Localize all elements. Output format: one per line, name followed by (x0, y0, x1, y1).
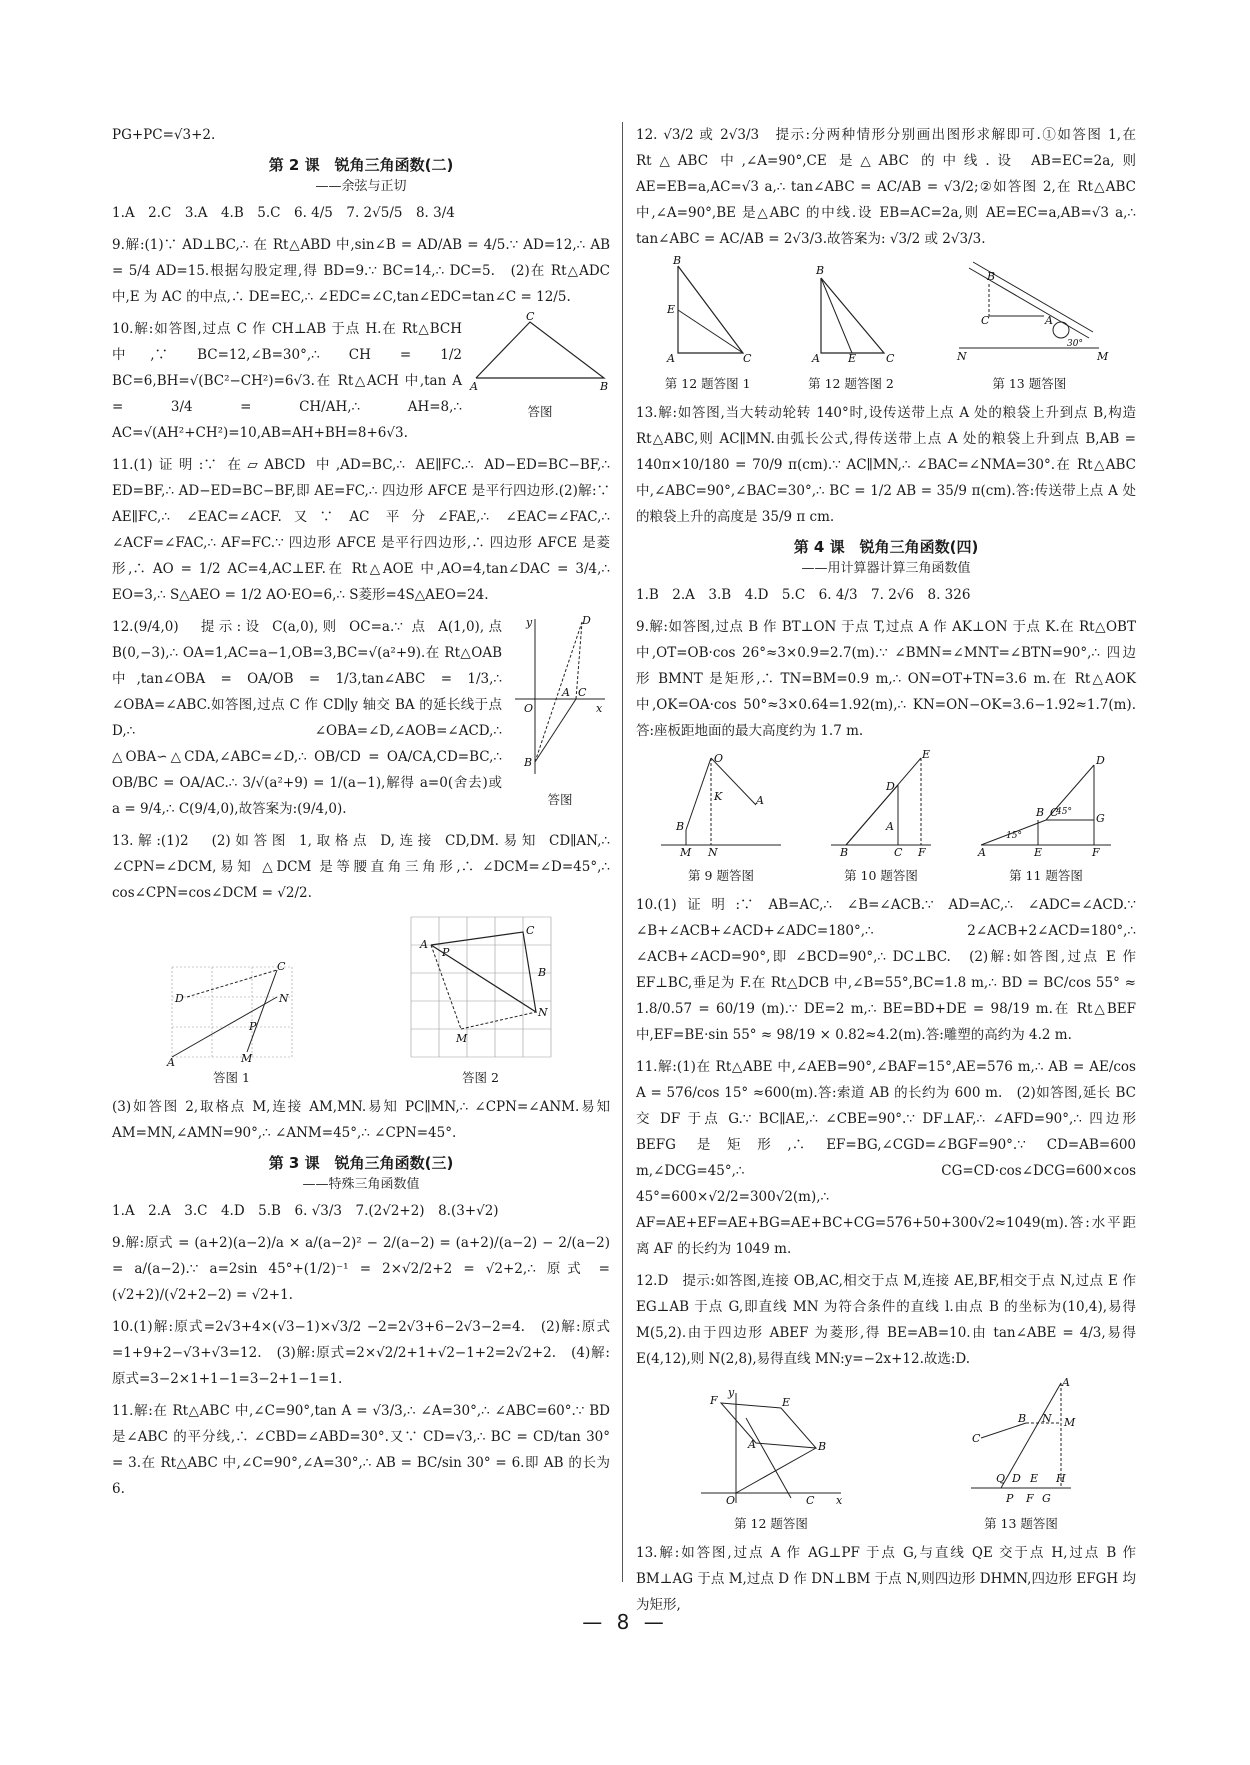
svg-text:H: H (1056, 1472, 1066, 1485)
svg-text:D: D (174, 992, 184, 1005)
svg-text:N: N (278, 992, 289, 1005)
svg-text:C: C (972, 1432, 981, 1445)
figure-caption: 第 9 题答图 (688, 868, 754, 883)
sculpture-diagram (826, 750, 936, 860)
q12-figure-1 (663, 254, 753, 392)
tower-diagram (966, 1378, 1076, 1508)
lesson-2-answers: 1.A 2.C 3.A 4.B 5.C 6. 4/5 7. 2√5/5 8. 3/4 (112, 205, 455, 221)
svg-text:y: y (526, 616, 533, 629)
svg-text:M: M (680, 846, 692, 859)
svg-text:N: N (537, 1006, 548, 1019)
svg-text:G: G (1096, 812, 1105, 825)
lesson-4-title: 第 4 课 锐角三角函数(四) (793, 538, 979, 556)
svg-text:B: B (672, 254, 681, 267)
svg-text:D: D (1012, 1472, 1021, 1485)
svg-text:D: D (1096, 754, 1105, 767)
svg-text:M: M (240, 1052, 252, 1065)
svg-text:A: A (666, 352, 675, 365)
right-column (636, 122, 1136, 1624)
svg-text:O: O (726, 1494, 736, 1507)
svg-text:F: F (918, 846, 926, 859)
q13-figure-1 (167, 962, 297, 1086)
lesson-4-q11: 11.解:(1)在 Rt△ABE 中,∠AEB=90°,∠BAF=15°,AE=576 m,∴ AB = AE/cos A = 576/cos 15° ≈600(m).答:索道 AB 的长约为 600 m. (2)如答图,延长 BC 交 DF 于点 G.∵ BC∥AE,∴ ∠CBE=90°.∵ DF⊥AF,∴ ∠AFD=90°,∴ 四边形 BEFG 是矩形,∴ EF=BG,∠CGD=∠BGF=90°.∵ CD=AB=600 m,∠DCG=45°,∴ CG=CD·cos∠DCG=600×cos 45°=600×√2/2=300√2(m),∴ AF=AE+EF=AE+BG=AE+BC+CG=576+50+300√2≈1049(m).答:水平距离 AF 的长约为 1049 m. (636, 1059, 1136, 1257)
svg-text:P: P (248, 1020, 256, 1033)
left-column (112, 122, 610, 1508)
svg-text:N: N (708, 846, 718, 859)
lesson-2-q13: 13.解:(1)2 (2)如答图 1,取格点 D,连接 CD,DM.易知 CD∥AN,∴ ∠CPN=∠DCM,易知 △DCM 是等腰直角三角形,∴ ∠DCM=∠D=45°,∴ cos∠CPN=cos∠DCM = √2/2. (112, 833, 610, 901)
lesson-2-q12: 12.(9/4,0) 提示:设 C(a,0),则 OC=a.∵ 点 A(1,0),点 B(0,−3),∴ OA=1,AC=a−1,OB=3,BC=√(a²+9).在 Rt△OAB 中,tan∠OBA = OA/OB = 1/3,tan∠ABC = 1/3,∴ ∠OBA=∠ABC.如答图,过点 C 作 CD∥y 轴交 BA 的延长线于点 D,∴ ∠OBA=∠D,∠AOB=∠ACD,∴ △OBA∽△CDA,∠ABC=∠D,∴ OB/CD = OA/CA,CD=BC,∴ OB/BC = OA/AC.∴ 3/√(a²+9) = 1/(a−1),解得 a=0(舍去)或 a = 9/4,∴ C(9/4,0),故答案为:(9/4,0). (112, 619, 502, 817)
svg-text:B: B (537, 966, 546, 979)
svg-text:M: M (1064, 1416, 1076, 1429)
lesson-3-q12: 12. √3/2 或 2√3/3 提示:分两种情形分别画出图形求解即可.①如答图 1,在 Rt△ABC 中,∠A=90°,CE 是△ABC 的中线.设 AB=EC=2a,则 AE=EB=a,AC=√3 a,∴ tan∠ABC = AC/AB = √3/2;②如答图 2,在 Rt△ABC 中,∠A=90°,BE 是△ABC 的中线.设 EB=AC=2a,则 AE=EC=a,AB=√3 a,∴ tan∠ABC = AC/AB = 2√3/3.故答案为: √3/2 或 2√3/3. (636, 127, 1136, 247)
q13-lesson4-figure (966, 1378, 1076, 1532)
lesson-4-q12: 12.D 提示:如答图,连接 OB,AC,相交于点 M,连接 AE,BF,相交于点 N,过点 E 作 EG⊥AB 于点 G,即直线 MN 为符合条件的直线 l.由点 B 的坐标为(10,4),易得 M(5,2).由于四边形 ABEF 为菱形,得 BE=AB=10.由 tan∠ABE = 4/3,易得 E(4,12),则 N(2,8),易得直线 MN:y=−2x+12.故选:D. (636, 1273, 1136, 1367)
svg-text:P: P (1006, 1492, 1014, 1505)
figure-caption: 第 13 题答图 (984, 1516, 1058, 1531)
svg-text:A: A (562, 686, 570, 699)
svg-text:M: M (1097, 350, 1109, 363)
lesson-4-answers: 1.B 2.A 3.B 4.D 5.C 6. 4/3 7. 2√6 8. 326 (636, 587, 971, 603)
svg-text:Q: Q (996, 1472, 1006, 1485)
figure-caption: 第 12 题答图 (734, 1516, 808, 1531)
svg-text:30°: 30° (1067, 339, 1084, 349)
svg-text:C: C (742, 352, 752, 365)
q12-lesson4-figure (696, 1388, 846, 1532)
q12-figure-2 (806, 258, 896, 392)
svg-text:A: A (748, 1438, 756, 1451)
svg-text:C: C (1050, 806, 1059, 819)
svg-text:C: C (894, 846, 903, 859)
svg-text:B: B (840, 846, 849, 859)
q12-figure (510, 614, 610, 808)
lesson-3-subtitle: ——特殊三角函数值 (302, 1177, 420, 1192)
svg-text:A: A (166, 1056, 175, 1069)
q9-figure (656, 750, 786, 884)
svg-text:15°: 15° (1006, 831, 1022, 841)
q12-q13-figures (636, 254, 1136, 392)
svg-text:x: x (836, 1494, 843, 1507)
svg-text:E: E (1034, 846, 1043, 859)
svg-text:E: E (782, 1396, 791, 1409)
lesson-2-q13-part3: (3)如答图 2,取格点 M,连接 AM,MN.易知 PC∥MN,∴ ∠CPN=∠ANM.易知 AM=MN,∠AMN=90°,∴ ∠ANM=45°,∴ ∠CPN=45°. (112, 1099, 610, 1141)
svg-text:P: P (441, 946, 449, 959)
q11-figure (976, 750, 1116, 884)
lesson-3-q13: 13.解:如答图,当大转动轮转 140°时,设传送带上点 A 处的粮袋上升到点 B,构造 Rt△ABC,则 AC∥MN.由弧长公式,得传送带上点 A 处的粮袋上升到点 B,AB = 140π×10/180 = 70/9 π(cm).∵ AC∥MN,∴ ∠BAC=∠NMA=30°.在 Rt△ABC 中,∠ABC=90°,∠BAC=30°,∴ BC = 1/2 AB = 35/9 π(cm).答:传送带上点 A 处的粮袋上升的高度是 35/9 π cm. (636, 405, 1136, 525)
svg-text:E: E (847, 352, 857, 365)
rhombus-diagram (696, 1388, 846, 1508)
svg-text:B: B (818, 1440, 827, 1453)
svg-text:B: B (1018, 1412, 1027, 1425)
svg-text:D: D (582, 614, 591, 627)
svg-text:C: C (276, 960, 285, 973)
svg-text:C: C (806, 1494, 815, 1507)
svg-text:A: A (811, 352, 820, 365)
svg-text:C: C (525, 924, 534, 937)
conveyor-diagram (949, 258, 1109, 368)
svg-text:F: F (710, 1394, 718, 1407)
lesson-2-q9: 9.解:(1)∵ AD⊥BC,∴ 在 Rt△ABD 中,sin∠B = AD/AB = 4/5.∵ AD=12,∴ AB = 5/4 AD=15.根据勾股定理,得 BD=9.∵ BC=14,∴ DC=5. (2)在 Rt△ADC 中,E 为 AC 的中点,∴ DE=EC,∴ ∠EDC=∠C,tan∠EDC=tan∠C = 12/5. (112, 237, 610, 305)
svg-text:B: B (987, 270, 996, 283)
lesson-3-title: 第 3 课 锐角三角函数(三) (268, 1154, 454, 1172)
q13-figures (112, 912, 610, 1086)
cableway-diagram (976, 750, 1116, 860)
svg-text:N: N (1042, 1412, 1052, 1425)
grid-diagram-1 (166, 960, 297, 1069)
lesson-4-q9: 9.解:如答图,过点 B 作 BT⊥ON 于点 T,过点 A 作 AK⊥ON 于点 K.在 Rt△OBT 中,OT=OB·cos 26°≈3×0.9=2.7(m).∵ ∠BMN=∠MNT=∠BTN=90°,∴ 四边形 BMNT 是矩形,∴ TN=BM=0.9 m,∴ ON=OT+TN=3.6 m.在 Rt△AOK 中,OK=OA·cos 50°≈3×0.64=1.92(m),∴ KN=ON−OK=3.6−1.92≈1.7(m).答:座板距地面的最大高度约为 1.7 m. (636, 619, 1136, 739)
q12-q13-lesson4-figures (636, 1378, 1136, 1532)
page-number: — 8 — (582, 1610, 668, 1634)
svg-text:A: A (470, 380, 478, 393)
svg-text:E: E (1030, 1472, 1039, 1485)
svg-text:G: G (1042, 1492, 1051, 1505)
lesson-4-q13: 13.解:如答图,过点 A 作 AG⊥PF 于点 G,与直线 QE 交于点 H,过点 B 作 BM⊥AG 于点 M,过点 D 作 DN⊥BM 于点 N,则四边形 DHMN,四边形 EFGH 均为矩形, (636, 1545, 1136, 1613)
lesson-4-subtitle: ——用计算器计算三角函数值 (801, 561, 971, 576)
lesson-3-q11: 11.解:在 Rt△ABC 中,∠C=90°,tan A = √3/3,∴ ∠A=30°,∴ ∠ABC=60°.∵ BD 是∠ABC 的平分线,∴ ∠CBD=∠ABD=30°.又∵ CD=√3,∴ BC = CD/tan 30° = 3.在 Rt△ABC 中,∠C=90°,∠A=30°,∴ AB = BC/sin 30° = 6.即 AB 的长为 6. (112, 1403, 610, 1497)
q13-figure-2 (406, 912, 556, 1086)
svg-text:K: K (714, 790, 723, 803)
lesson-3-answers: 1.A 2.A 3.C 4.D 5.B 6. √3/3 7.(2√2+2) 8.(3+√2) (112, 1203, 499, 1219)
svg-text:E: E (922, 748, 931, 761)
svg-text:A: A (1062, 1376, 1070, 1389)
svg-text:D: D (886, 780, 895, 793)
svg-text:A: A (1045, 314, 1054, 327)
svg-text:B: B (524, 756, 533, 769)
lesson-3-q10: 10.(1)解:原式=2√3+4×(√3−1)×√3/2 −2=2√3+6−2√3−2=4. (2)解:原式=1+9+2−√3+√3=12. (3)解:原式=2×√2/2+1+√2−1+2=2√2+2. (4)解:原式=3−2×1+1−1=3−2+1−1=1. (112, 1319, 610, 1387)
svg-text:O: O (714, 752, 724, 765)
svg-text:F: F (1026, 1492, 1034, 1505)
lesson-2-q11: 11.(1)证明:∵ 在▱ABCD 中,AD=BC,∴ AE∥FC.∴ AD−ED=BC−BF,∴ ED=BF,∴ AD−ED=BC−BF,即 AE=FC,∴ 四边形 AFCE 是平行四边形.(2)解:∵ AE∥FC,∴ ∠EAC=∠ACF.又∵ AC 平分∠FAE,∴ ∠EAC=∠FAC,∴ ∠ACF=∠FAC,∴ AF=FC.∵ 四边形 AFCE 是平行四边形,∴ 四边形 AFCE 是菱形,∴ AO = 1/2 AC=4,AC⊥EF.在 Rt△AOE 中,AO=4,tan∠DAC = 3/4,∴ EO=3,∴ S△AEO = 1/2 AO·EO=6,∴ S菱形=4S△AEO=24. (112, 457, 610, 603)
intro-line: PG+PC=√3+2. (112, 127, 216, 143)
svg-text:A: A (978, 846, 986, 859)
svg-text:F: F (1092, 846, 1100, 859)
q10-figure (470, 310, 610, 420)
q10-figure (826, 750, 936, 884)
lesson-3-q9: 9.解:原式 = (a+2)(a−2)/a × a/(a−2)² − 2/(a−2) = (a+2)/(a−2) − 2/(a−2) = a/(a−2).∵ a=2sin 45°+(1/2)⁻¹ = 2×√2/2+2 = √2+2,∴ 原式 = (√2+2)/(√2+2−2) = √2+1. (112, 1235, 610, 1303)
figure-caption: 答图 1 (213, 1070, 250, 1085)
figure-caption: 第 13 题答图 (992, 376, 1067, 391)
svg-text:B: B (1036, 806, 1045, 819)
svg-text:y: y (728, 1386, 735, 1399)
figure-caption: 第 11 题答图 (1009, 868, 1083, 883)
column-divider (622, 122, 623, 1582)
svg-text:E: E (666, 303, 675, 316)
svg-text:B: B (815, 264, 825, 277)
triangle-diagram (470, 310, 610, 396)
figure-caption: 答图 (527, 404, 553, 419)
svg-text:A: A (886, 820, 894, 833)
svg-text:C: C (578, 686, 587, 699)
svg-text:N: N (957, 350, 967, 363)
svg-text:O: O (524, 702, 534, 715)
lesson-2-subtitle: ——余弦与正切 (315, 179, 407, 194)
lesson-2-title: 第 2 课 锐角三角函数(二) (268, 156, 454, 174)
swing-diagram (656, 750, 786, 860)
svg-text:C: C (885, 352, 895, 365)
q9-q11-figures (636, 750, 1136, 884)
coordinate-diagram (510, 614, 610, 784)
svg-text:B: B (600, 380, 609, 393)
figure-caption: 第 10 题答图 (844, 868, 918, 883)
svg-text:A: A (756, 794, 764, 807)
triangle-diagram-2 (806, 258, 896, 368)
grid-diagram-2 (406, 912, 556, 1062)
svg-text:C: C (526, 310, 535, 323)
q13-figure (949, 258, 1109, 392)
svg-text:x: x (596, 702, 603, 715)
svg-text:A: A (419, 938, 428, 951)
figure-caption: 答图 2 (462, 1070, 499, 1085)
svg-text:45°: 45° (1056, 807, 1072, 817)
lesson-4-q10: 10.(1)证明:∵ AB=AC,∴ ∠B=∠ACB.∵ AD=AC,∴ ∠ADC=∠ACD.∵ ∠B+∠ACB+∠ACD+∠ADC=180°,∴ 2∠ACB+2∠ACD=180°,∴ ∠ACB+∠ACD=90°,即 ∠BCD=90°,∴ DC⊥BC. (2)解:如答图,过点 E 作 EF⊥BC,垂足为 F.在 Rt△DCB 中,∠B=55°,BC=1.8 m,∴ BD = BC/cos 55° ≈ 1.8/0.57 = 60/19 (m).∵ DE=2 m,∴ BE=BD+DE = 98/19 m.在 Rt△BEF 中,EF=BE·sin 55° ≈ 98/19 × 0.82≈4.2(m).答:雕塑的高约为 4.2 m. (636, 897, 1136, 1043)
svg-text:B: B (676, 820, 685, 833)
svg-text:C: C (981, 314, 990, 327)
svg-text:M: M (455, 1032, 467, 1045)
figure-caption: 第 12 题答图 1 (664, 376, 751, 391)
figure-caption: 第 12 题答图 2 (808, 376, 894, 391)
lesson-2-q10: 10.解:如答图,过点 C 作 CH⊥AB 于点 H.在 Rt△BCH 中,∵ BC=12,∠B=30°,∴ CH = 1/2 BC=6,BH=√(BC²−CH²)=6√3.在 Rt△ACH 中,tan A = 3/4 = CH/AH,∴ AH=8,∴ AC=√(AH²+CH²)=10,AB=AH+BH=8+6√3. (112, 321, 462, 441)
figure-caption: 答图 (547, 792, 573, 807)
triangle-diagram-1 (663, 254, 753, 368)
